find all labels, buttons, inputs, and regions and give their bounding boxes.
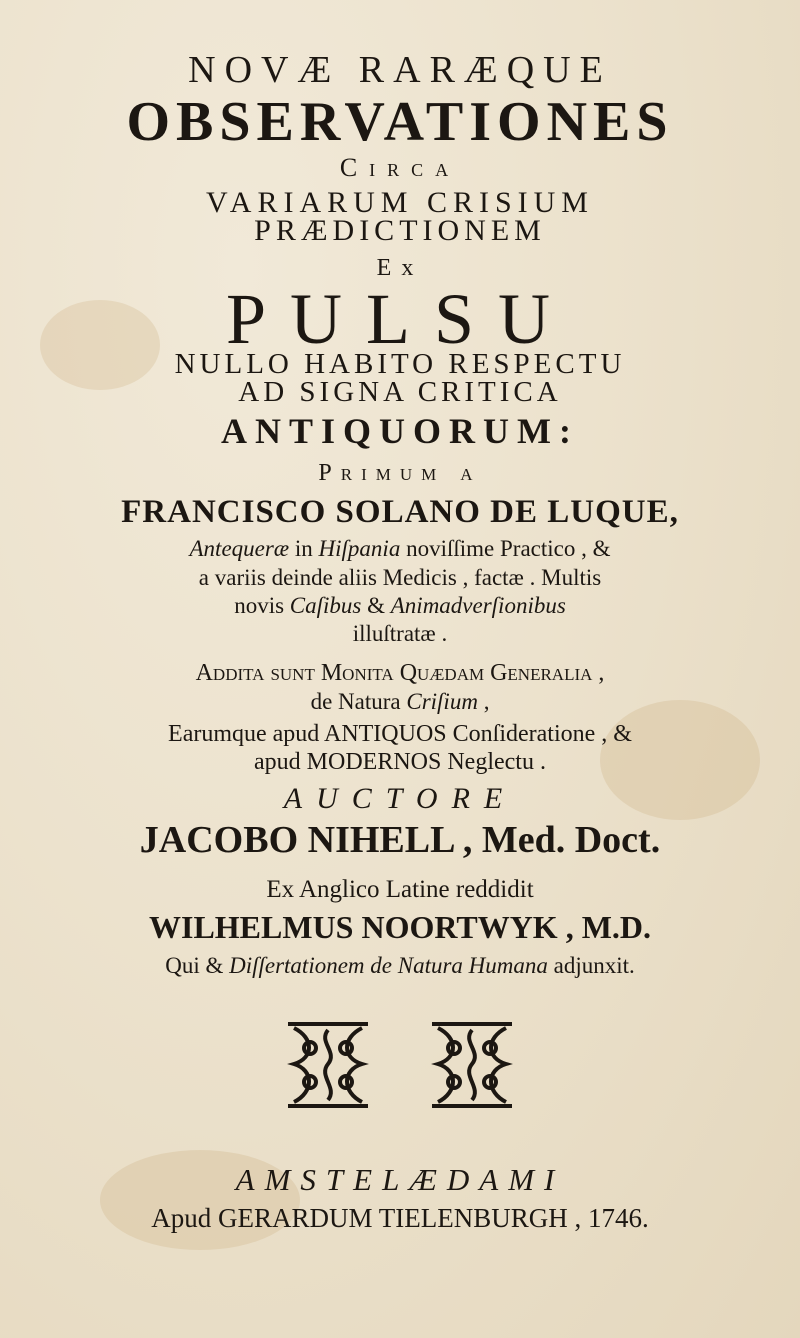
imprint-publisher: Apud GERARDUM TIELENBURGH , 1746. [151,1203,649,1233]
title-line-9: AD SIGNA CRITICA [238,376,562,408]
fleuron-icon [428,1018,516,1112]
text-line-20: apud MODERNOS Neglectu . [254,749,546,775]
text-line-14: a variis deinde aliis Medicis , factæ . Multis [198,565,602,590]
author-name-line: JACOBO NIHELL , Med. Doct. [139,819,661,861]
text-line-19: Earumque apud ANTIQUOS Conſideratione , & [168,721,632,747]
title-line-7: PULSU [225,279,575,359]
text-span: Caſibus [289,593,362,618]
text-line-23: Ex Anglico Latine reddidit [266,876,534,903]
auctore-line: AUCTORE [283,782,517,815]
ornament-group [0,1018,800,1117]
text-line-25 [0,953,800,979]
text-line-18 [0,689,800,715]
title-line-11: Primum a [318,460,482,486]
title-line-10: ANTIQUORUM: [221,411,579,451]
text-span: Diſſertationem de Natura Humana [229,953,548,978]
text-line-13 [0,536,800,562]
text-span: adjunxit. [547,953,635,978]
text-line-17: Addita ſunt Monita Quædam Generalia , [195,660,605,686]
title-line-2: OBSERVATIONES [126,91,674,153]
text-line-15 [0,593,800,619]
text-span: noviſſime Practico , & [400,536,611,561]
author-line: FRANCISCO SOLANO DE LUQUE, [121,494,679,530]
text-span: de Natura [310,689,407,714]
title-line-6: Ex [376,255,424,281]
text-span: Animadverſionibus [390,593,566,618]
text-span: & [361,593,391,618]
imprint-place: AMSTELÆDAMI [235,1162,565,1197]
title-line-8: NULLO HABITO RESPECTU [174,348,626,380]
translator-line: WILHELMUS NOORTWYK , M.D. [148,909,651,945]
title-line-4: VARIARUM CRISIUM [205,186,594,219]
text-span: , [477,689,490,714]
text-span: in [289,536,319,561]
title-line-3: Circa [339,153,461,182]
text-span: Qui & [165,953,230,978]
fleuron-icon [284,1018,372,1112]
text-line-16: illuſtratæ . [352,621,448,646]
title-line-5: PRÆDICTIONEM [254,214,546,247]
text-span: novis [234,593,290,618]
title-line-1: NOVÆ RARÆQUE [188,49,612,91]
text-span: Criſium [406,689,478,714]
text-span: Antequeræ [189,536,290,561]
text-span: Hiſpania [318,536,401,561]
